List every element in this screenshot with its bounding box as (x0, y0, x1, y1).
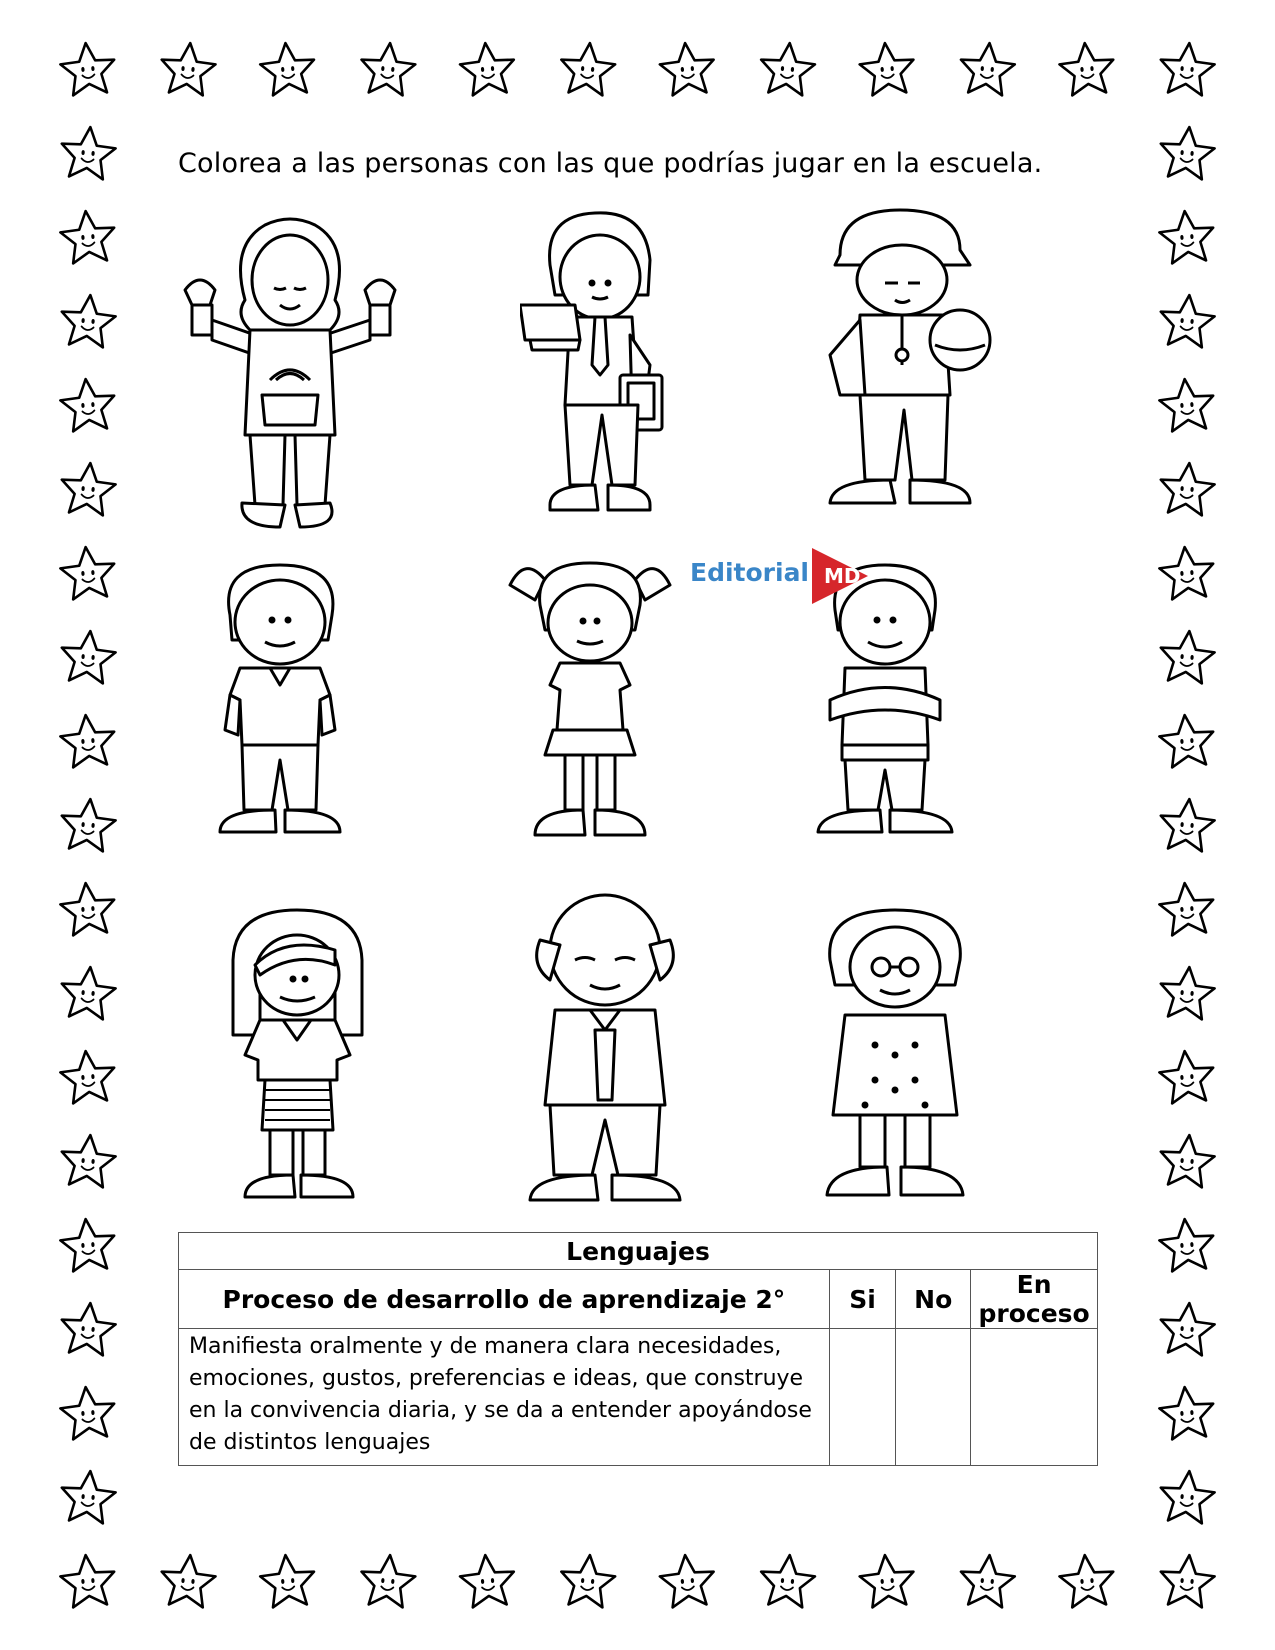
check-cell-en-proceso[interactable] (971, 1329, 1098, 1466)
star-icon (59, 1049, 117, 1105)
star-icon (458, 1553, 516, 1609)
watermark-text: Editorial (690, 558, 810, 587)
star-icon (59, 797, 117, 853)
check-cell-no[interactable] (896, 1329, 971, 1466)
editorial-md-watermark (690, 548, 880, 608)
star-icon (958, 1553, 1016, 1609)
star-icon (59, 1553, 117, 1609)
star-icon (1158, 1049, 1216, 1105)
pigtails-girl-figure (505, 555, 675, 845)
star-icon (1158, 1553, 1216, 1609)
star-icon (458, 41, 516, 97)
star-icon (559, 41, 617, 97)
star-icon (958, 41, 1016, 97)
star-icon (59, 209, 117, 265)
star-icon (59, 629, 117, 685)
boy-with-laptop-figure (520, 205, 700, 535)
long-hair-girl-figure (225, 905, 370, 1205)
star-icon (658, 41, 716, 97)
star-icon (1158, 1133, 1216, 1189)
header-process: Proceso de desarrollo de aprendizaje 2° (179, 1270, 830, 1329)
star-icon (59, 125, 117, 181)
star-icon (559, 1553, 617, 1609)
star-icon (59, 1469, 117, 1525)
grandfather-figure (520, 885, 690, 1210)
star-icon (59, 1133, 117, 1189)
check-cell-si[interactable] (829, 1329, 895, 1466)
star-icon (1158, 125, 1216, 181)
star-icon (1158, 1301, 1216, 1357)
header-si: Si (829, 1270, 895, 1329)
star-icon (1158, 545, 1216, 601)
star-icon (259, 41, 317, 97)
star-icon (1158, 209, 1216, 265)
header-en-proceso: En proceso (971, 1270, 1098, 1329)
star-icon (1058, 41, 1116, 97)
star-icon (658, 1553, 716, 1609)
star-icon (1158, 713, 1216, 769)
star-icon (1158, 1469, 1216, 1525)
star-icon (259, 1553, 317, 1609)
star-icon (1158, 881, 1216, 937)
star-icon (359, 1553, 417, 1609)
star-icon (1158, 797, 1216, 853)
grandmother-figure (815, 905, 975, 1205)
svg-text:MD: MD (824, 564, 861, 588)
star-icon (59, 461, 117, 517)
star-icon (59, 1385, 117, 1441)
evaluation-table (178, 1232, 1098, 1466)
star-icon (359, 41, 417, 97)
instruction-text: Colorea a las personas con las que podrías jugar en la escuela. (178, 148, 1043, 179)
star-icon (159, 1553, 217, 1609)
star-icon (858, 1553, 916, 1609)
star-icon (1158, 377, 1216, 433)
star-icon (59, 713, 117, 769)
star-icon (1158, 1217, 1216, 1273)
star-icon (858, 41, 916, 97)
star-icon (758, 1553, 816, 1609)
star-icon (59, 881, 117, 937)
star-icon (59, 293, 117, 349)
star-icon (1158, 293, 1216, 349)
star-icon (59, 1301, 117, 1357)
star-icon (159, 41, 217, 97)
star-icon (1158, 461, 1216, 517)
star-icon (59, 965, 117, 1021)
star-icon (59, 377, 117, 433)
header-no: No (896, 1270, 971, 1329)
star-icon (1158, 1385, 1216, 1441)
star-icon (1158, 629, 1216, 685)
table-title: Lenguajes (179, 1233, 1098, 1270)
star-icon (758, 41, 816, 97)
puppeteer-girl-figure (170, 205, 410, 535)
boy-with-cap-and-ball-figure (820, 205, 1000, 535)
star-icon (59, 41, 117, 97)
star-icon (1058, 1553, 1116, 1609)
star-icon (59, 1217, 117, 1273)
star-icon (1158, 41, 1216, 97)
learning-description: Manifiesta oralmente y de manera clara necesidades, emociones, gustos, preferencias e ideas, que construye en la convivencia diaria, y se da a entender apoyándose de distintos lenguajes (179, 1329, 830, 1466)
star-icon (1158, 965, 1216, 1021)
curly-hair-boy-figure (210, 560, 350, 840)
star-icon (59, 545, 117, 601)
md-logo-icon (802, 548, 868, 604)
